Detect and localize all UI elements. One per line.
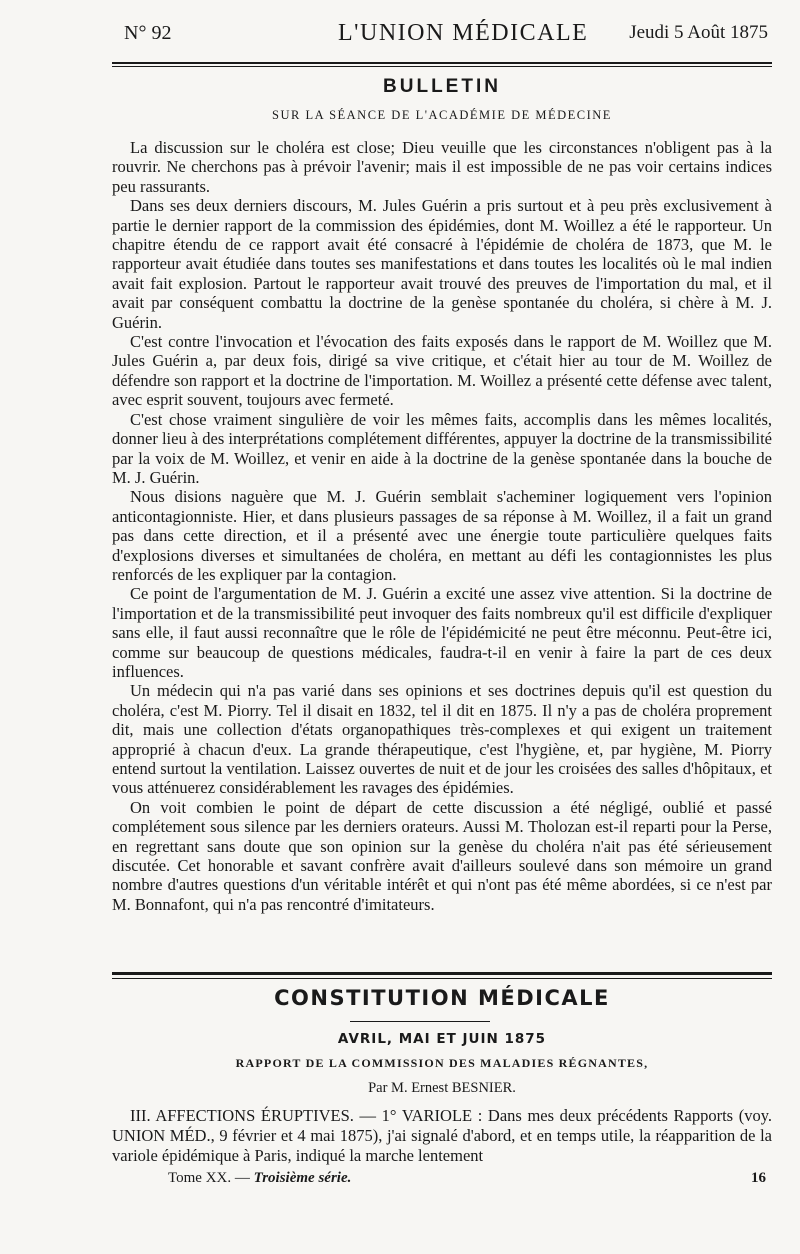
page-header [110, 18, 768, 52]
paragraph: Un médecin qui n'a pas varié dans ses opinions et ses doctrines depuis qu'il est question du choléra, c'est M. Piorry. Tel il disait en 1832, tel il dit en 1875. Il n'y a pas de choléra proprement dit, mais une collection d'états organopathiques très-complexes et qui exigent un traitement approprié à chacun d'eux. La grande thérapeutique, c'est l'hygiène, et, par hygiène, M. Piorry entend surtout la ventilation. Laissez ouvertes de nuit et de jour les croisées des salles d'hôpitaux, et vous atténuerez considérablement les ravages des épidémies. [112, 681, 772, 798]
bulletin-body [112, 138, 772, 914]
issue-date: Jeudi 5 Août 1875 [629, 22, 768, 43]
title-underline [350, 1021, 490, 1022]
page-number: 16 [751, 1170, 766, 1186]
paragraph: Ce point de l'argumentation de M. J. Guérin a excité une assez vive attention. Si la doctrine de l'importation et de la transmissibilité peut invoquer des faits nombreux qu'il est difficile d'expliquer sans elle, il faut aussi reconnaître que le rôle de l'épidémicité ne peut être méconnu. Peut-être ici, comme sur beaucoup de questions médicales, faudra-t-il en venir à faire la part de ces deux influences. [112, 584, 772, 681]
paragraph: La discussion sur le choléra est close; Dieu veuille que les circonstances n'obligent pas à la rouvrir. Ne cherchons pas à prévoir l'avenir; mais il est impossible de ne pas voir certains indices peu rassurants. [112, 138, 772, 196]
section-rule-thick [112, 972, 772, 975]
volume-label: Tome XX. — [168, 1170, 250, 1186]
constitution-body [112, 1106, 772, 1166]
header-rule-thin [112, 66, 772, 67]
section-rule-thin [112, 978, 772, 979]
section-period: AVRIL, MAI ET JUIN 1875 [337, 1031, 547, 1047]
page-footer [112, 1170, 772, 1190]
report-title: RAPPORT DE LA COMMISSION DES MALADIES RÉGNANTES, [235, 1056, 649, 1070]
series-label: Troisième série. [253, 1170, 352, 1186]
paragraph: Nous disions naguère que M. J. Guérin semblait s'acheminer logiquement vers l'opinion anticontagionniste. Hier, et dans plusieurs passages de sa réponse à M. Woillez, il a fait un grand pas dans cette direction, et il a présenté avec une énergie toute particulière quelques faits d'explosions diverses et simultanées de choléra, en mettant au défi les contagionnistes les plus renforcés de les expliquer par la contagion. [112, 487, 772, 584]
paragraph: C'est contre l'invocation et l'évocation des faits exposés dans le rapport de M. Woillez que M. Jules Guérin a, par deux fois, dirigé sa vive critique, et c'était hier au tour de M. Woillez de défendre son rapport et la doctrine de l'importation. M. Woillez a présenté cette défense avec talent, avec esprit souvent, toujours avec fermeté. [112, 332, 772, 410]
paragraph: On voit combien le point de départ de cette discussion a été négligé, oublié et passé complétement sous silence par les derniers orateurs. Aussi M. Tholozan est-il reparti pour la Perse, en regrettant sans doute que son opinion sur la genèse du choléra n'ait pas été sérieusement discutée. Cet honorable et savant confrère avait d'ailleurs soulevé dans son mémoire un grand nombre d'autres questions d'un véritable intérêt et qui n'ont pas été même abordées, si ce n'est par M. Bonnafont, qui n'a pas rencontré d'imitateurs. [112, 797, 772, 914]
report-author: Par M. Ernest BESNIER. [368, 1080, 516, 1096]
paragraph: III. AFFECTIONS ÉRUPTIVES. — 1° VARIOLE : Dans mes deux précédents Rapports (voy. UNION MÉD., 9 février et 4 mai 1875), j'ai signalé d'abord, et en temps utile, la réapparition de la variole épidémique à Paris, indiqué la marche lentement [112, 1106, 772, 1165]
volume-info [168, 1170, 351, 1187]
section-title: CONSTITUTION MÉDICALE [274, 986, 610, 1010]
bulletin-title: BULLETIN [383, 76, 501, 97]
paragraph: Dans ses deux derniers discours, M. Jules Guérin a pris surtout et à peu près exclusivement à partie le dernier rapport de la commission des épidémies, dont M. Woillez a été le rapporteur. Un chapitre étendu de ce rapport avait été consacré à l'épidémie de choléra de 1873, que M. le rapporteur avait étudiée dans toutes ses manifestations et dans toutes les localités où le mal indien avait fait explosion. Partout le rapporteur avait trouvé des preuves de l'importation du mal, et il avait par conséquent combattu la doctrine de la genèse spontanée du choléra, si chère à M. J. Guérin. [112, 196, 772, 332]
bulletin-subtitle: SUR LA SÉANCE DE L'ACADÉMIE DE MÉDECINE [272, 108, 612, 122]
issue-number: N° 92 [124, 22, 172, 44]
paragraph: C'est chose vraiment singulière de voir les mêmes faits, accomplis dans les mêmes localités, donner lieu à des interprétations complétement différentes, appuyer la doctrine de la transmissibilité par la voix de M. Woillez, et venir en aide à la doctrine de la genèse spontanée dans la bouche de M. J. Guérin. [112, 409, 772, 487]
header-rule-thick [112, 62, 772, 64]
journal-title: L'UNION MÉDICALE [338, 20, 589, 46]
